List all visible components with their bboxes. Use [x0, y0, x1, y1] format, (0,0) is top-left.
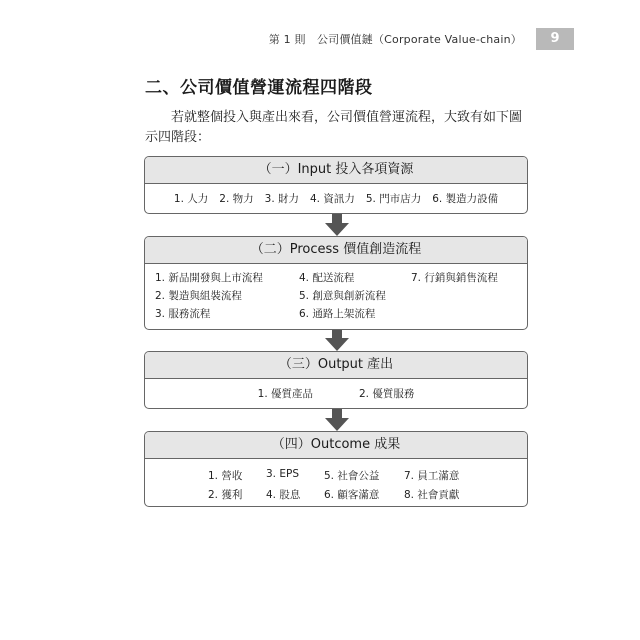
- down-arrow-icon: [325, 330, 349, 351]
- stage-title: （二）Process 價值創造流程: [145, 237, 527, 264]
- stage-outcome-box: [144, 431, 528, 507]
- list-item: 3. 服務流程: [155, 308, 211, 320]
- down-arrow-icon: [325, 214, 349, 236]
- list-item: 2. 物力: [219, 193, 254, 205]
- list-item: 1. 營收: [208, 470, 243, 482]
- stage-title: （四）Outcome 成果: [145, 432, 527, 459]
- list-item: 1. 優質產品: [257, 388, 313, 400]
- stage-items: [145, 184, 527, 206]
- stage-items: [145, 459, 527, 502]
- section-heading: 二、公司價值營運流程四階段: [145, 78, 373, 98]
- list-item: 3. EPS: [266, 468, 299, 480]
- running-header: [0, 28, 640, 50]
- list-item: [411, 306, 528, 321]
- stage-title: （三）Output 產出: [145, 352, 527, 379]
- intro-paragraph: [145, 108, 531, 148]
- stage-output-box: [144, 351, 528, 409]
- list-item: 8. 社會貢獻: [404, 489, 460, 501]
- list-item: [411, 288, 528, 303]
- list-item: 5. 門市店力: [365, 193, 422, 205]
- list-item: 2. 製造與組裝流程: [155, 290, 242, 302]
- stage-title: （一）Input 投入各項資源: [145, 157, 527, 184]
- list-item: 1. 新品開發與上市流程: [155, 272, 263, 284]
- list-item: 7. 員工滿意: [404, 470, 460, 482]
- list-item: 4. 股息: [266, 489, 301, 501]
- stage-process-box: [144, 236, 528, 330]
- list-item: 4. 配送流程: [299, 272, 355, 284]
- list-item: 5. 創意與創新流程: [299, 290, 386, 302]
- stage-items: [145, 379, 527, 401]
- list-item: 4. 資訊力: [310, 193, 355, 205]
- list-item: 1. 人力: [173, 193, 209, 205]
- list-item: 2. 優質服務: [359, 388, 415, 400]
- list-item: 2. 獲利: [208, 489, 243, 501]
- list-item: 6. 通路上架流程: [299, 308, 376, 320]
- list-item: 6. 製造力設備: [432, 193, 499, 205]
- list-item: 6. 顧客滿意: [324, 489, 380, 501]
- page-number: 9: [536, 28, 574, 50]
- chapter-title: 第 1 則 公司價值鏈（Corporate Value-chain）: [268, 33, 522, 46]
- intro-text: 若就整個投入與產出來看，公司價值營運流程，大致有如下圖示四階段：: [145, 110, 523, 145]
- list-item: 5. 社會公益: [324, 470, 380, 482]
- list-item: 7. 行銷與銷售流程: [411, 272, 498, 284]
- stage-input-box: [144, 156, 528, 214]
- down-arrow-icon: [325, 409, 349, 431]
- stage-items: [145, 264, 527, 321]
- list-item: 3. 財力: [264, 193, 299, 205]
